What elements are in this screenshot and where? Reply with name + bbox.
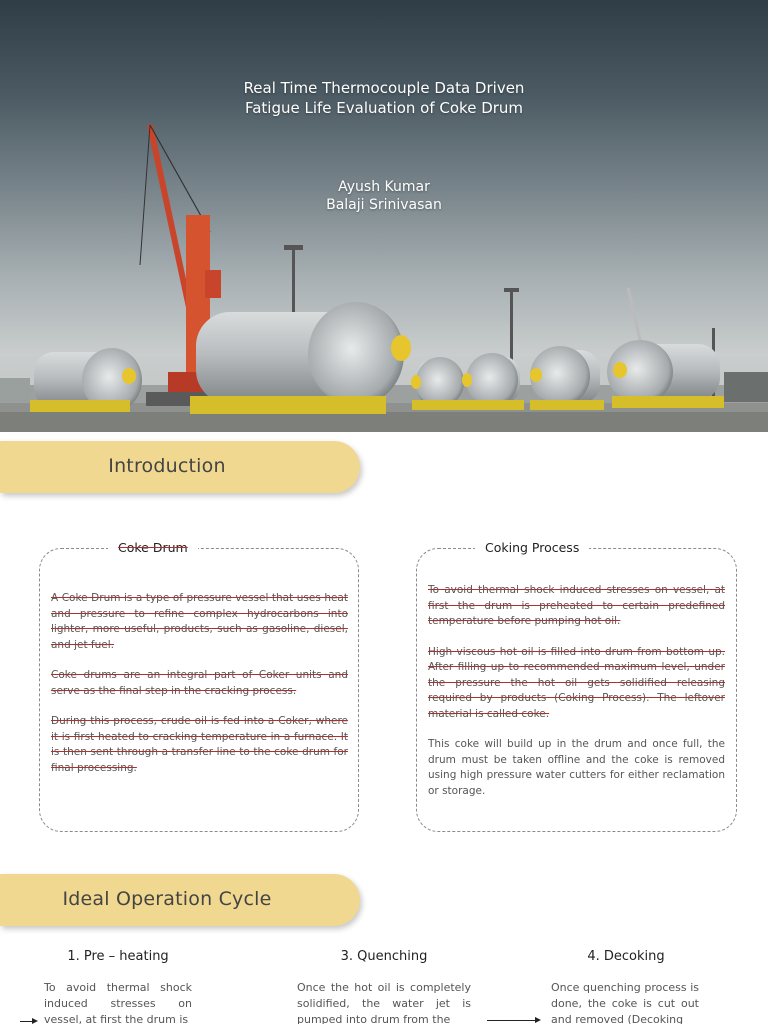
coke-drum-6	[607, 340, 724, 408]
poster-authors	[0, 178, 768, 214]
coke-drum-4	[462, 353, 524, 410]
coking-process-paragraph-1: To avoid thermal shock induced stresses on vessel, at first the drum is preheated to certain predefined temperature before pumping hot oil.	[428, 584, 725, 627]
coking-process-text	[428, 583, 725, 814]
step-text-preheating: To avoid thermal shock induced stresses on vessel, at first the drum is	[44, 981, 192, 1024]
step-title-quenching: 3. Quenching	[340, 949, 428, 964]
cycle-arrow-right	[487, 1020, 539, 1021]
coking-process-label: Coking Process	[475, 540, 589, 555]
step-text-quenching: Once the hot oil is completely solidified, the water jet is pumped into drum from the	[297, 981, 471, 1024]
coke-drum-1	[30, 348, 142, 412]
coke-drum-text	[51, 591, 348, 791]
coke-drum-paragraph-3: During this process, crude oil is fed into a Coker, where it is first heated to cracking temperature in a furnace. It is then sent through a transfer line to the coke drum for final processing.	[51, 715, 348, 774]
poster-title-line-1: Real Time Thermocouple Data Driven	[243, 79, 525, 97]
step-title-preheating: 1. Pre – heating	[67, 949, 169, 964]
coking-process-paragraph-2: High viscous hot oil is filled into drum from bottom up. After filling up to recommended maximum level, under the pressure the hot oil gets solidified releasing required by products (Coking Process). The leftover material is called coke.	[428, 645, 725, 720]
coke-drum-label: Coke Drum	[108, 540, 198, 555]
step-text-decoking: Once quenching process is done, the coke is cut out and removed (Decoking	[551, 981, 699, 1024]
author-name-1: Ayush Kumar	[338, 179, 430, 195]
coke-drum-box	[39, 540, 359, 832]
poster-title	[0, 78, 768, 118]
hero-banner	[0, 0, 768, 432]
coking-process-paragraph-3: This coke will build up in the drum and once full, the drum must be taken offline and the coke is removed using high pressure water cutters for either reclamation or storage.	[428, 738, 725, 797]
author-name-2: Balaji Srinivasan	[326, 197, 442, 213]
coke-drum-5	[530, 346, 604, 410]
coke-drum-3	[411, 357, 464, 410]
cycle-heading: Ideal Operation Cycle	[62, 888, 272, 910]
coke-drum-paragraph-2: Coke drums are an integral part of Coker units and serve as the final step in the cracking process.	[51, 669, 348, 697]
introduction-heading-bar	[0, 441, 360, 493]
step-title-decoking: 4. Decoking	[587, 949, 665, 964]
coking-process-box	[416, 540, 737, 832]
poster-title-line-2: Fatigue Life Evaluation of Coke Drum	[244, 99, 524, 117]
coke-drum-photo	[0, 0, 768, 432]
cycle-heading-bar	[0, 874, 360, 926]
coke-drum-paragraph-1: A Coke Drum is a type of pressure vessel that uses heat and pressure to refine complex hydrocarbons into lighter, more useful, products, such as gasoline, diesel, and jet fuel.	[51, 592, 348, 651]
coke-drum-2	[190, 302, 411, 414]
cycle-arrow-left	[20, 1021, 36, 1022]
introduction-heading: Introduction	[108, 455, 226, 477]
